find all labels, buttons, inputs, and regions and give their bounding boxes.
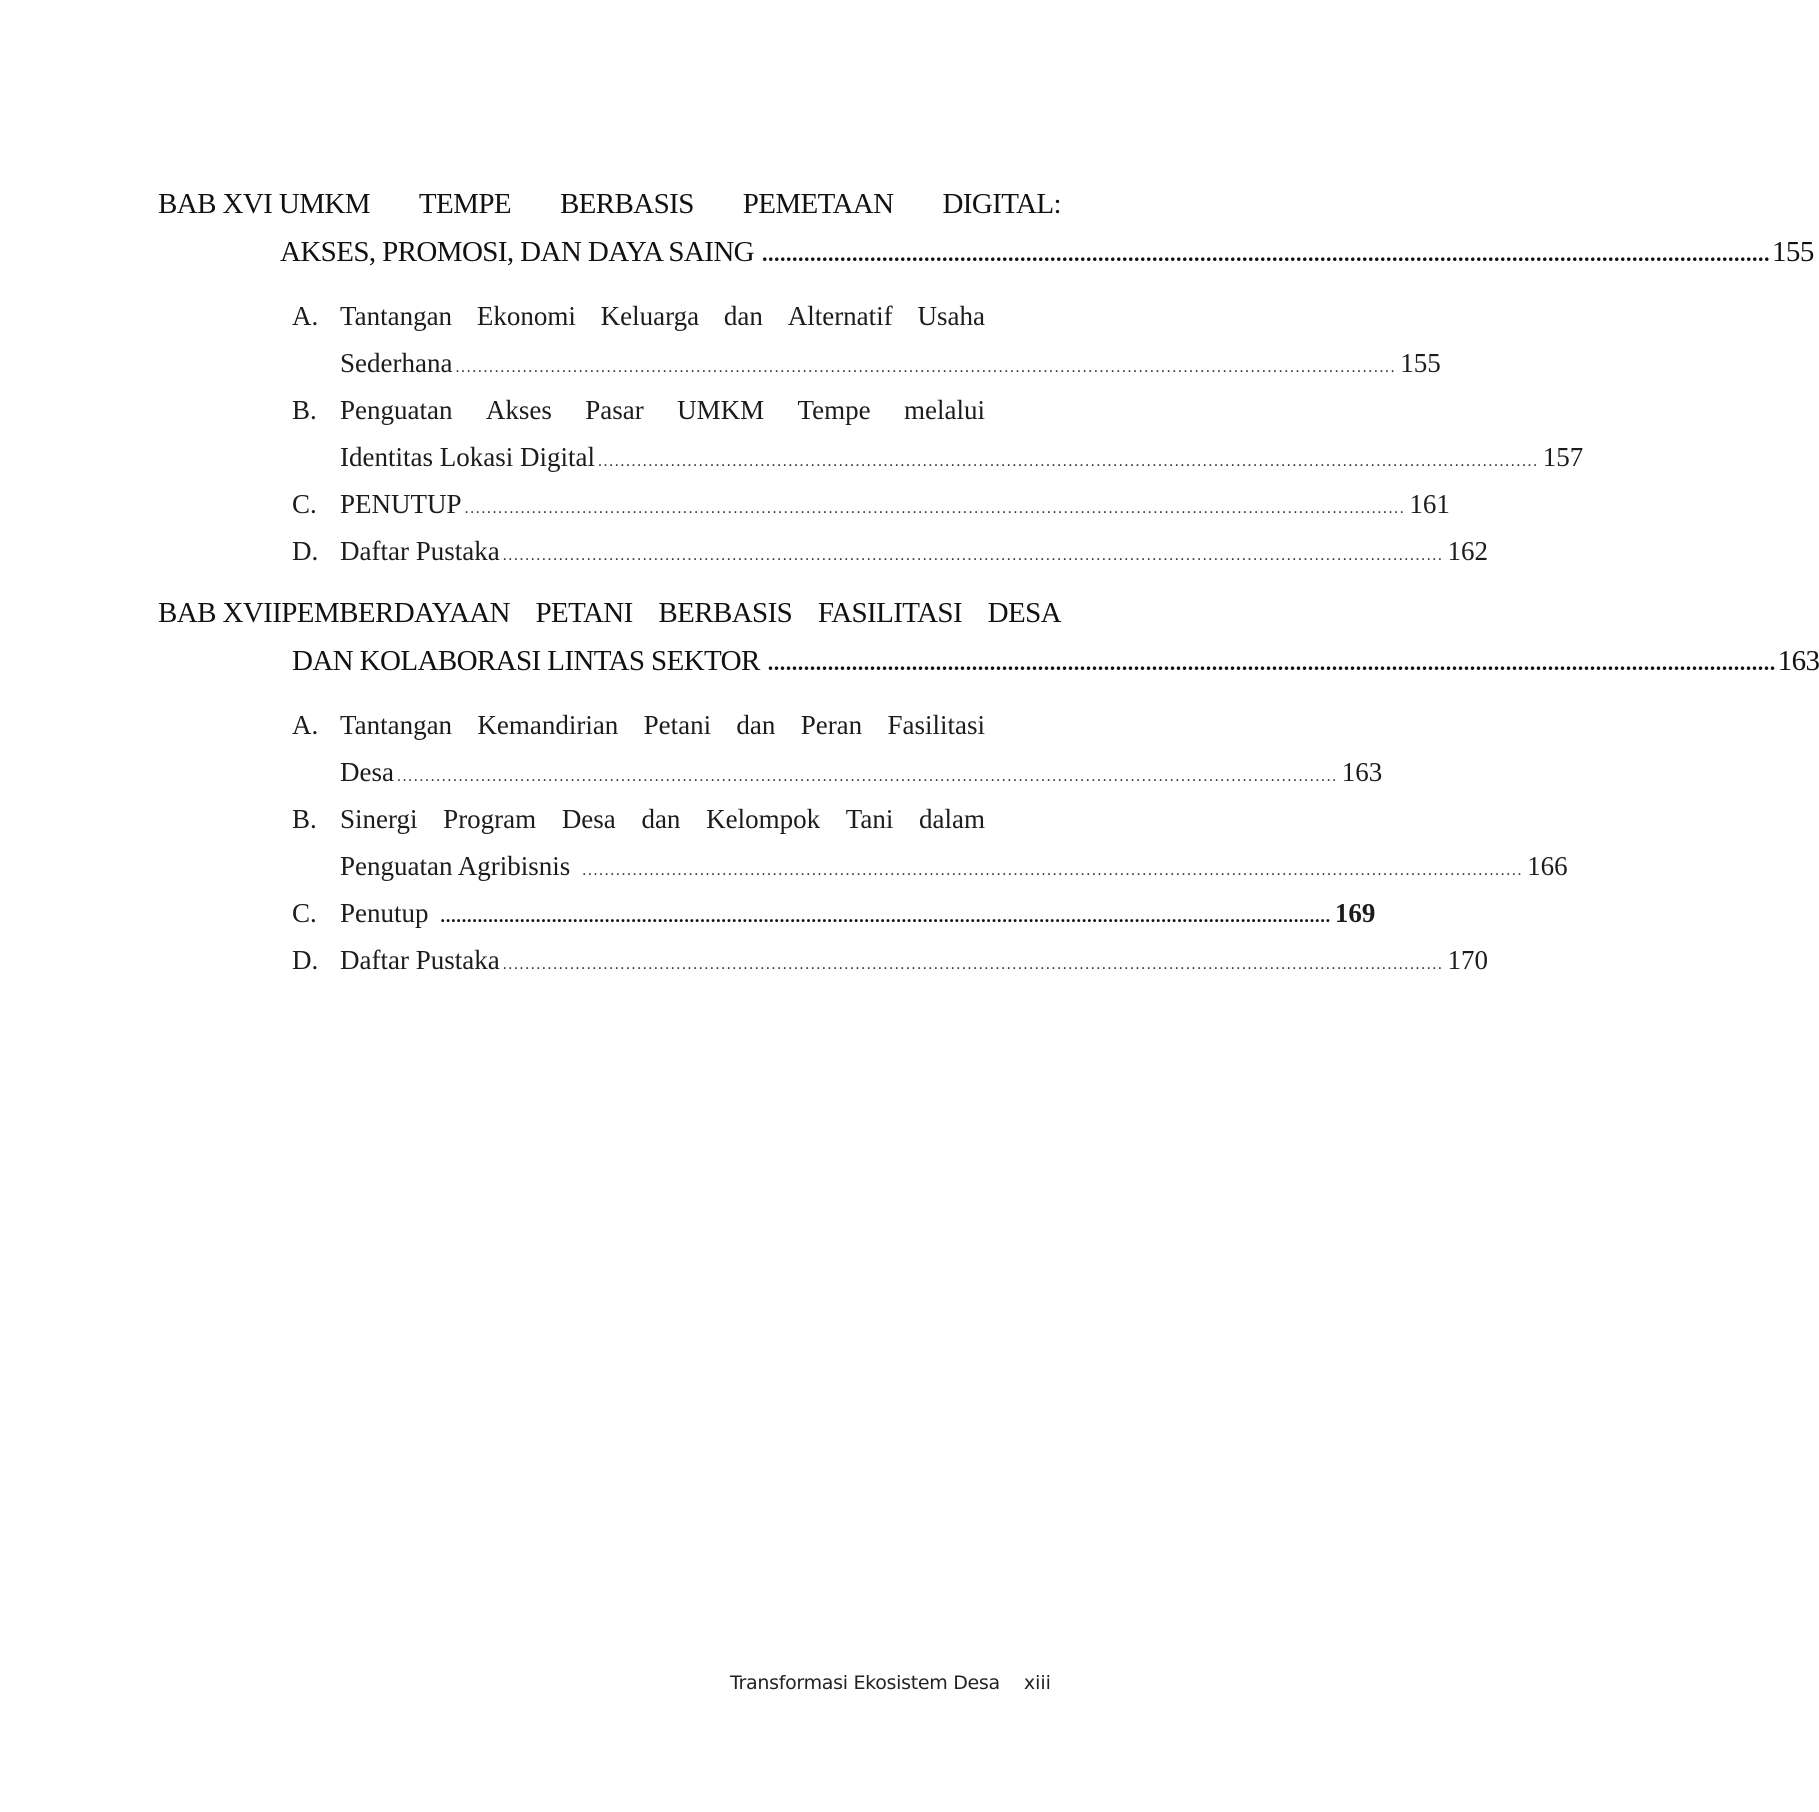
dot-leader: ........................................................................................................................................................................ bbox=[464, 500, 1406, 517]
chapter-heading-word: BAB XVI UMKM bbox=[158, 188, 370, 220]
chapter-heading-line2 bbox=[280, 234, 1814, 270]
entry-word: Tempe bbox=[797, 395, 871, 425]
entry-word: Usaha bbox=[917, 301, 985, 331]
entry-page-number[interactable]: 155 bbox=[1400, 348, 1441, 378]
chapter-page-number[interactable]: 155 bbox=[1772, 236, 1814, 268]
entry-word: Keluarga bbox=[600, 301, 700, 331]
entry-word: Akses bbox=[485, 395, 552, 425]
entry-word: Program bbox=[443, 804, 537, 834]
running-title: Transformasi Ekosistem Desa bbox=[730, 1672, 1000, 1694]
entry-word: dalam bbox=[919, 804, 985, 834]
entry-leader-line bbox=[340, 486, 1450, 522]
chapter-heading-word: DIGITAL: bbox=[942, 188, 1061, 220]
dot-leader: ........................................................................................................................................................................ bbox=[502, 547, 1444, 564]
entry-word: Desa bbox=[561, 804, 616, 834]
chapter-heading-line2 bbox=[292, 643, 1819, 679]
page-number: xiii bbox=[1023, 1672, 1051, 1694]
entry-word: Penguatan bbox=[340, 395, 453, 425]
entry-leader-line bbox=[340, 848, 1568, 884]
entry-leader-line bbox=[340, 754, 1383, 790]
entry-title-last-line: Sederhana bbox=[340, 348, 453, 378]
entry-letter: C. bbox=[292, 489, 317, 519]
entry-title-last-line: Desa bbox=[340, 757, 394, 787]
chapter-heading-word: BERBASIS bbox=[559, 188, 694, 220]
entry-word: Tantangan bbox=[340, 710, 453, 740]
entry-title-first-line bbox=[340, 707, 985, 743]
entry-word: dan bbox=[723, 301, 763, 331]
entry-letter: B. bbox=[292, 804, 317, 834]
chapter-heading-word: BAB XVIIPEMBERDAYAAN bbox=[158, 597, 510, 629]
dot-leader: ........................................................................................................................................................................ bbox=[502, 956, 1444, 973]
entry-page-number[interactable]: 162 bbox=[1447, 536, 1489, 566]
entry-letter: A. bbox=[292, 710, 319, 740]
entry-title: Penutup bbox=[340, 898, 429, 928]
dot-leader: ........................................................................................................................................................................ bbox=[396, 768, 1338, 785]
entry-word: Pasar bbox=[585, 395, 644, 425]
chapter-heading-line1 bbox=[158, 186, 1061, 222]
entry-leader-line bbox=[340, 345, 1441, 381]
dot-leader: ........................................................................................................................................................................ bbox=[762, 241, 1771, 266]
chapter-heading-title: DAN KOLABORASI LINTAS SEKTOR bbox=[292, 645, 760, 677]
entry-word: Tani bbox=[845, 804, 894, 834]
chapter-heading-line1 bbox=[158, 595, 1061, 631]
chapter-heading-word: TEMPE bbox=[418, 188, 511, 220]
chapter-page-number[interactable]: 163 bbox=[1777, 645, 1819, 677]
entry-leader-line bbox=[340, 439, 1584, 475]
entry-word: melalui bbox=[904, 395, 985, 425]
entry-title-last-line: Identitas Lokasi Digital bbox=[340, 442, 595, 472]
dot-leader: ........................................................................................................................................................................ bbox=[440, 906, 1331, 926]
chapter-heading-word: DESA bbox=[987, 597, 1061, 629]
chapter-heading-word: PEMETAAN bbox=[742, 188, 894, 220]
entry-title-first-line bbox=[340, 298, 985, 334]
chapter-heading-word: PETANI bbox=[535, 597, 633, 629]
entry-title: PENUTUP bbox=[340, 489, 462, 519]
dot-leader: ........................................................................................................................................................................ bbox=[455, 359, 1397, 376]
entry-title-first-line bbox=[340, 392, 985, 428]
entry-word: Sinergi bbox=[340, 804, 418, 834]
entry-title: Daftar Pustaka bbox=[340, 536, 500, 566]
entry-page-number[interactable]: 170 bbox=[1447, 945, 1489, 975]
chapter-heading-word: FASILITASI bbox=[817, 597, 963, 629]
entry-word: Kelompok bbox=[706, 804, 821, 834]
entry-page-number[interactable]: 169 bbox=[1334, 898, 1376, 928]
dot-leader: ........................................................................................................................................................................ bbox=[767, 650, 1776, 675]
dot-leader: ........................................................................................................................................................................ bbox=[582, 862, 1524, 879]
entry-title-last-line: Penguatan Agribisnis bbox=[340, 851, 571, 881]
entry-letter: A. bbox=[292, 301, 319, 331]
entry-title-first-line bbox=[340, 801, 985, 837]
entry-word: dan bbox=[736, 710, 776, 740]
entry-page-number[interactable]: 161 bbox=[1409, 489, 1450, 519]
entry-letter: C. bbox=[292, 898, 317, 928]
dot-leader: ........................................................................................................................................................................ bbox=[597, 453, 1539, 470]
entry-word: Tantangan bbox=[340, 301, 453, 331]
entry-leader-line bbox=[340, 533, 1489, 569]
entry-leader-line bbox=[340, 942, 1489, 978]
entry-word: Kemandirian bbox=[477, 710, 619, 740]
entry-page-number[interactable]: 157 bbox=[1542, 442, 1584, 472]
entry-word: Alternatif bbox=[787, 301, 893, 331]
entry-page-number[interactable]: 166 bbox=[1527, 851, 1568, 881]
entry-word: Peran bbox=[800, 710, 863, 740]
entry-word: Fasilitasi bbox=[887, 710, 985, 740]
entry-word: dan bbox=[641, 804, 681, 834]
entry-title: Daftar Pustaka bbox=[340, 945, 500, 975]
entry-word: Ekonomi bbox=[476, 301, 576, 331]
chapter-heading-word: BERBASIS bbox=[658, 597, 793, 629]
entry-letter: B. bbox=[292, 395, 317, 425]
entry-letter: D. bbox=[292, 945, 319, 975]
entry-word: UMKM bbox=[677, 395, 765, 425]
entry-letter: D. bbox=[292, 536, 319, 566]
entry-page-number[interactable]: 163 bbox=[1341, 757, 1383, 787]
entry-leader-line bbox=[340, 895, 1376, 931]
page-footer bbox=[730, 1672, 1080, 1702]
chapter-heading-title: AKSES, PROMOSI, DAN DAYA SAING bbox=[280, 236, 755, 268]
entry-word: Petani bbox=[643, 710, 712, 740]
